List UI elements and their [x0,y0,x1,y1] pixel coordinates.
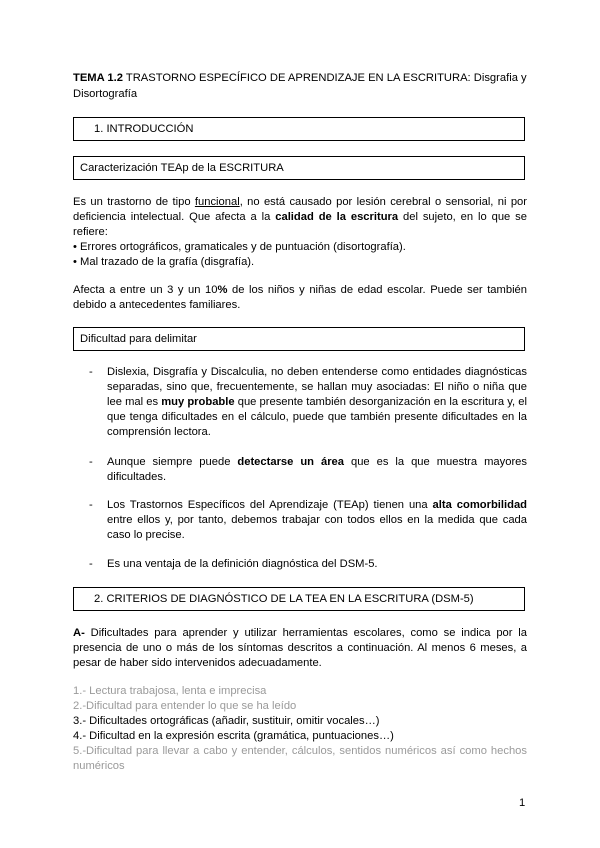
dificultad-bullet-list-2 [73,455,527,485]
bullet-1-text-a: Dislexia, Disgrafía y Discalculia, no deben entenderse como entidades diagnósticas separadas, sino que, frecuentemente, se hallan muy asociadas: El niño o niña que lee mal es [107,366,527,408]
bullet-4-text: Es una ventaja de la definición diagnóstica del DSM-5. [107,558,378,570]
bullet-1-bold: muy probable [161,396,235,408]
section-2-heading: 2. CRITERIOS DE DIAGNÓSTICO DE LA TEA EN LA ESCRITURA (DSM-5) [94,593,474,605]
title-bold: TEMA 1.2 [73,72,123,84]
dificultad-bullet-3 [73,498,527,543]
bullet-dash: - [89,499,93,511]
criterio-a-paragraph [73,626,527,671]
bullet-2-text-b: que es la que muestra mayores dificultades. [107,456,527,483]
prevalence-paragraph [73,283,527,313]
title-rest: TRASTORNO ESPECÍFICO DE APRENDIZAJE EN LA ESCRITURA: Disgrafia y Disortografía [73,72,527,100]
sintoma-5: 5.-Dificultad para llevar a cabo y entender, cálculos, sentidos numéricos así como hechos numéricos [73,745,527,772]
bullet-2-bold: detectarse un área [237,456,344,468]
bullet-dash: - [89,456,93,468]
intro-text [73,195,527,240]
criterio-a-body: Dificultades para aprender y utilizar herramientas escolares, como se indica por la presencia de uno o más de los síntomas descritos a continuación. Al menos 6 meses, a pesar de haber sido intervenidos adecuadamente. [73,627,527,669]
section-2-heading-box [73,587,525,611]
section-1-heading-box [73,117,525,141]
dificultad-bullet-4 [73,557,527,572]
dificultad-heading: Dificultad para delimitar [80,333,197,345]
dificultad-heading-box [73,327,525,351]
criterio-a-text [73,626,527,671]
intro-text-bold: calidad de la escritura [275,211,399,223]
prevalence-text-b: de los niños y niñas de edad escolar. Puede ser también debido a antecedentes familiares. [73,284,527,311]
bullet-dash: - [89,366,93,378]
bullet-3-text-a: Los Trastornos Específicos del Aprendizaje (TEAp) tienen una [107,499,433,511]
intro-text-a: Es un trastorno de tipo [73,196,195,208]
dificultad-bullet-1 [73,365,527,440]
document-title [73,70,531,102]
intro-text-b: , no está causado por lesión cerebral o sensorial, ni por deficiencia intelectual. Que afecta a la [73,196,527,223]
sintoma-2: 2.-Dificultad para entender lo que se ha leído [73,700,297,712]
dificultad-bullet-2 [73,455,527,485]
dificultad-bullet-list [73,365,527,440]
intro-bullet-2: • Mal trazado de la grafía (disgrafía). [73,256,255,268]
prevalence-text [73,283,527,313]
sintoma-4: 4.- Dificultad en la expresión escrita (gramática, puntuaciones…) [73,730,394,742]
page-number: 1 [519,797,526,809]
caracterizacion-heading: Caracterización TEAp de la ESCRITURA [80,162,284,174]
bullet-3-text-b: entre ellos y, por tanto, debemos trabajar con todos ellos en la medida que cada caso lo precise. [107,514,527,541]
sintoma-1: 1.- Lectura trabajosa, lenta e imprecisa [73,685,267,697]
bullet-2-text-a: Aunque siempre puede [107,456,238,468]
sintoma-3: 3.- Dificultades ortográficas (añadir, sustituir, omitir vocales…) [73,715,380,727]
prevalence-text-a: Afecta a entre un 3 y un 10 [73,284,218,296]
criterio-a-bold: A- [73,627,85,639]
bullet-dash: - [89,558,93,570]
intro-text-underline: funcional [194,196,240,208]
prevalence-text-bold: % [217,284,228,296]
bullet-1-text-b: que presente también desorganización en la escritura y, el que tenga dificultades en el cálculo, puede que también presente dificultades en la comprensión lectora. [107,396,527,438]
sintomas-list [73,684,527,774]
bullet-3-bold: alta comorbilidad [432,499,527,511]
section-1-heading: 1. INTRODUCCIÓN [94,123,194,135]
dificultad-bullet-list-3 [73,498,527,543]
intro-text-c: del sujeto, en lo que se refiere: [73,211,527,238]
intro-bullet-1: • Errores ortográficos, gramaticales y de puntuación (disortografía). [73,241,406,253]
dificultad-bullet-list-4 [73,557,527,572]
caracterizacion-heading-box [73,156,525,180]
intro-paragraph [73,195,527,270]
